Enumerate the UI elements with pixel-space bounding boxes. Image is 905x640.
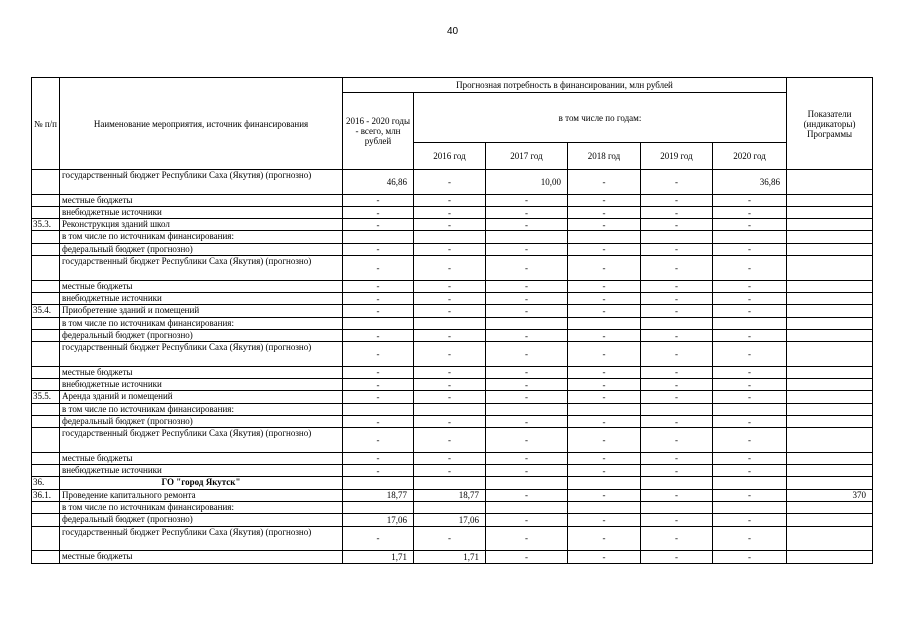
row-indicator [787,502,873,514]
row-year-value: - [486,280,568,292]
table-row [32,477,873,489]
row-number [32,170,60,195]
row-year-value: - [414,465,486,477]
row-name: федеральный бюджет (прогнозно) [60,329,343,341]
header-no: № п/п [32,78,60,170]
row-year-value: - [713,489,787,501]
row-indicator [787,514,873,526]
row-year-value: - [713,514,787,526]
row-name: местные бюджеты [60,366,343,378]
row-year-value: - [641,342,713,367]
row-year-value: - [641,428,713,453]
row-year-value: - [486,219,568,231]
row-year-value [568,502,641,514]
row-year-value: - [641,243,713,255]
row-year-value: - [414,194,486,206]
row-total: - [343,391,414,403]
row-name: федеральный бюджет (прогнозно) [60,243,343,255]
row-year-value [414,502,486,514]
row-year-value: - [568,280,641,292]
row-year-value: - [568,391,641,403]
table-row [32,206,873,218]
table-row [32,403,873,415]
table-row [32,514,873,526]
row-year-value: - [414,526,486,551]
row-total [343,317,414,329]
row-year-value: - [414,280,486,292]
row-name: местные бюджеты [60,551,343,563]
row-name: Приобретение зданий и помещений [60,305,343,317]
row-number [32,206,60,218]
row-total: - [343,305,414,317]
row-name: федеральный бюджет (прогнозно) [60,514,343,526]
header-year: 2016 год [414,143,486,170]
row-year-value: - [568,489,641,501]
row-year-value: - [568,329,641,341]
row-year-value: - [568,243,641,255]
row-total: 17,06 [343,514,414,526]
row-year-value: - [414,256,486,281]
header-year: 2018 год [568,143,641,170]
row-year-value: - [568,256,641,281]
row-number [32,452,60,464]
header-year: 2019 год [641,143,713,170]
row-indicator [787,219,873,231]
row-year-value: - [641,280,713,292]
row-number [32,342,60,367]
row-year-value: - [568,452,641,464]
row-year-value: - [414,206,486,218]
row-year-value [713,403,787,415]
row-total [343,231,414,243]
row-year-value: 36,86 [713,170,787,195]
row-indicator [787,243,873,255]
row-total: - [343,465,414,477]
row-total: - [343,342,414,367]
row-total: - [343,256,414,281]
row-year-value: - [568,292,641,304]
row-year-value: - [641,514,713,526]
table-row [32,452,873,464]
row-number: 36. [32,477,60,489]
row-name: в том числе по источникам финансирования: [60,231,343,243]
row-name: ГО "город Якутск" [60,477,343,489]
row-year-value: - [713,329,787,341]
row-year-value [568,231,641,243]
row-total: 46,86 [343,170,414,195]
row-name: государственный бюджет Республики Саха (Якутия) (прогнозно) [60,170,343,195]
row-indicator [787,366,873,378]
row-name: государственный бюджет Республики Саха (Якутия) (прогнозно) [60,342,343,367]
row-year-value: - [568,465,641,477]
table-row [32,280,873,292]
row-indicator [787,305,873,317]
row-year-value: - [641,256,713,281]
table-row [32,342,873,367]
row-indicator [787,329,873,341]
table-row [32,305,873,317]
table-row [32,489,873,501]
row-year-value: - [713,206,787,218]
row-number: 35.3. [32,219,60,231]
row-year-value: - [414,329,486,341]
row-total: 1,71 [343,551,414,563]
row-year-value: - [568,415,641,427]
row-name: Реконструкция зданий школ [60,219,343,231]
row-year-value: - [486,194,568,206]
row-name: государственный бюджет Республики Саха (Якутия) (прогнозно) [60,256,343,281]
row-year-value: - [713,292,787,304]
table-body [32,170,873,564]
row-indicator [787,231,873,243]
table-row [32,366,873,378]
row-year-value: - [641,292,713,304]
row-name: в том числе по источникам финансирования: [60,317,343,329]
row-total: 18,77 [343,489,414,501]
row-number: 35.4. [32,305,60,317]
table-row [32,415,873,427]
row-year-value: 17,06 [414,514,486,526]
row-year-value: - [713,551,787,563]
table-row [32,194,873,206]
row-year-value: - [641,329,713,341]
row-year-value: - [414,391,486,403]
row-year-value [568,477,641,489]
row-number [32,329,60,341]
row-year-value: - [713,305,787,317]
header-total: 2016 - 2020 годы - всего, млн рублей [343,93,414,170]
table-row [32,465,873,477]
row-year-value: - [641,206,713,218]
row-indicator [787,379,873,391]
table-header [32,78,873,170]
row-year-value: - [414,415,486,427]
row-year-value: - [486,329,568,341]
row-total: - [343,415,414,427]
row-name: государственный бюджет Республики Саха (Якутия) (прогнозно) [60,526,343,551]
table-row [32,317,873,329]
row-year-value: - [486,428,568,453]
table-row [32,428,873,453]
row-number [32,428,60,453]
row-indicator [787,194,873,206]
row-number [32,465,60,477]
row-name: внебюджетные источники [60,292,343,304]
row-year-value: - [486,243,568,255]
row-total: - [343,379,414,391]
row-indicator [787,415,873,427]
row-total: - [343,329,414,341]
row-name: местные бюджеты [60,194,343,206]
row-year-value: - [414,243,486,255]
row-year-value: - [486,366,568,378]
row-year-value: - [713,415,787,427]
table-row [32,329,873,341]
row-indicator [787,428,873,453]
row-year-value: - [713,280,787,292]
row-indicator [787,206,873,218]
row-number [32,379,60,391]
row-year-value: 10,00 [486,170,568,195]
row-name: внебюджетные источники [60,206,343,218]
row-name: федеральный бюджет (прогнозно) [60,415,343,427]
row-indicator: 370 [787,489,873,501]
row-year-value: - [641,489,713,501]
row-year-value: - [568,305,641,317]
row-year-value [414,231,486,243]
row-year-value: - [641,391,713,403]
table-row [32,256,873,281]
row-year-value: - [641,305,713,317]
table-row [32,502,873,514]
row-year-value: - [713,219,787,231]
row-year-value: - [641,170,713,195]
financing-table [31,77,873,564]
table-row [32,551,873,563]
table-row [32,526,873,551]
row-year-value: - [568,206,641,218]
row-year-value: - [568,170,641,195]
header-indicators: Показатели (индикаторы) Программы [787,78,873,170]
header-name: Наименование мероприятия, источник финансирования [60,78,343,170]
row-number [32,366,60,378]
row-name: внебюджетные источники [60,465,343,477]
row-name: Аренда зданий и помещений [60,391,343,403]
row-year-value: - [641,452,713,464]
row-year-value: - [641,219,713,231]
row-year-value [713,317,787,329]
row-total: - [343,243,414,255]
row-year-value: - [486,391,568,403]
row-year-value: - [568,342,641,367]
row-year-value: - [641,526,713,551]
row-year-value: - [568,366,641,378]
row-year-value: - [486,452,568,464]
row-name: государственный бюджет Республики Саха (Якутия) (прогнозно) [60,428,343,453]
row-year-value: - [713,526,787,551]
row-year-value: - [568,526,641,551]
row-year-value: - [713,366,787,378]
table-row [32,231,873,243]
row-name: местные бюджеты [60,280,343,292]
row-year-value: - [414,305,486,317]
table-row [32,219,873,231]
row-year-value: - [486,489,568,501]
row-year-value: - [713,256,787,281]
row-year-value [486,317,568,329]
row-indicator [787,391,873,403]
row-year-value [568,403,641,415]
row-year-value: - [713,342,787,367]
row-indicator [787,403,873,415]
page-number: 40 [446,26,459,37]
row-total: - [343,366,414,378]
row-total [343,403,414,415]
row-name: Проведение капитального ремонта [60,489,343,501]
row-year-value [486,502,568,514]
row-year-value [713,502,787,514]
row-year-value: - [568,194,641,206]
row-year-value: - [568,428,641,453]
row-number [32,526,60,551]
row-number [32,317,60,329]
header-by-years: в том числе по годам: [414,93,787,143]
row-indicator [787,465,873,477]
row-total: - [343,428,414,453]
row-number [32,551,60,563]
row-indicator [787,342,873,367]
row-year-value: - [414,379,486,391]
row-year-value: - [486,514,568,526]
row-year-value: - [486,292,568,304]
row-year-value: - [713,391,787,403]
table-row [32,243,873,255]
row-name: в том числе по источникам финансирования: [60,403,343,415]
row-year-value: - [713,194,787,206]
row-year-value: - [486,305,568,317]
row-total: - [343,194,414,206]
row-year-value [713,477,787,489]
row-year-value [414,477,486,489]
row-number: 35.5. [32,391,60,403]
row-number: 36.1. [32,489,60,501]
row-year-value: - [414,292,486,304]
row-number [32,231,60,243]
row-year-value: - [486,379,568,391]
row-year-value [486,477,568,489]
row-year-value: - [568,219,641,231]
row-total: - [343,452,414,464]
row-total: - [343,526,414,551]
row-year-value: - [486,206,568,218]
row-year-value [641,502,713,514]
row-year-value: - [414,452,486,464]
row-year-value: - [641,465,713,477]
row-name: внебюджетные источники [60,379,343,391]
row-total: - [343,292,414,304]
row-number [32,243,60,255]
row-year-value: - [641,551,713,563]
row-indicator [787,551,873,563]
row-indicator [787,317,873,329]
row-year-value: - [713,243,787,255]
row-year-value: - [414,219,486,231]
row-year-value: - [641,194,713,206]
row-year-value: - [486,551,568,563]
table-row [32,292,873,304]
row-year-value: 1,71 [414,551,486,563]
row-year-value [641,403,713,415]
header-forecast: Прогнозная потребность в финансировании, млн рублей [343,78,787,93]
row-number [32,514,60,526]
row-year-value [568,317,641,329]
header-year: 2017 год [486,143,568,170]
row-indicator [787,256,873,281]
table-row [32,379,873,391]
row-year-value: - [486,465,568,477]
row-year-value: 18,77 [414,489,486,501]
row-indicator [787,526,873,551]
row-number [32,415,60,427]
row-year-value: - [414,366,486,378]
row-year-value: - [641,415,713,427]
row-total: - [343,219,414,231]
row-year-value: - [414,428,486,453]
row-year-value [641,477,713,489]
row-year-value: - [641,379,713,391]
header-year: 2020 год [713,143,787,170]
row-indicator [787,477,873,489]
row-year-value: - [486,526,568,551]
row-year-value: - [486,256,568,281]
row-year-value: - [568,379,641,391]
row-year-value [486,403,568,415]
row-year-value: - [713,428,787,453]
row-number [32,256,60,281]
row-year-value [641,231,713,243]
table-row [32,391,873,403]
table-row [32,170,873,195]
row-year-value: - [713,465,787,477]
row-year-value: - [641,366,713,378]
row-indicator [787,170,873,195]
row-year-value [486,231,568,243]
row-name: в том числе по источникам финансирования: [60,502,343,514]
row-indicator [787,280,873,292]
row-total [343,502,414,514]
row-total: - [343,206,414,218]
row-total: - [343,280,414,292]
row-year-value: - [486,415,568,427]
row-year-value [641,317,713,329]
row-indicator [787,452,873,464]
row-year-value: - [486,342,568,367]
row-indicator [787,292,873,304]
row-number [32,292,60,304]
row-year-value: - [713,379,787,391]
row-year-value: - [414,170,486,195]
row-year-value [414,403,486,415]
row-year-value [414,317,486,329]
row-number [32,194,60,206]
row-number [32,502,60,514]
row-year-value [713,231,787,243]
row-name: местные бюджеты [60,452,343,464]
row-year-value: - [568,551,641,563]
row-total [343,477,414,489]
row-year-value: - [568,514,641,526]
row-number [32,403,60,415]
row-year-value: - [414,342,486,367]
row-year-value: - [713,452,787,464]
row-number [32,280,60,292]
